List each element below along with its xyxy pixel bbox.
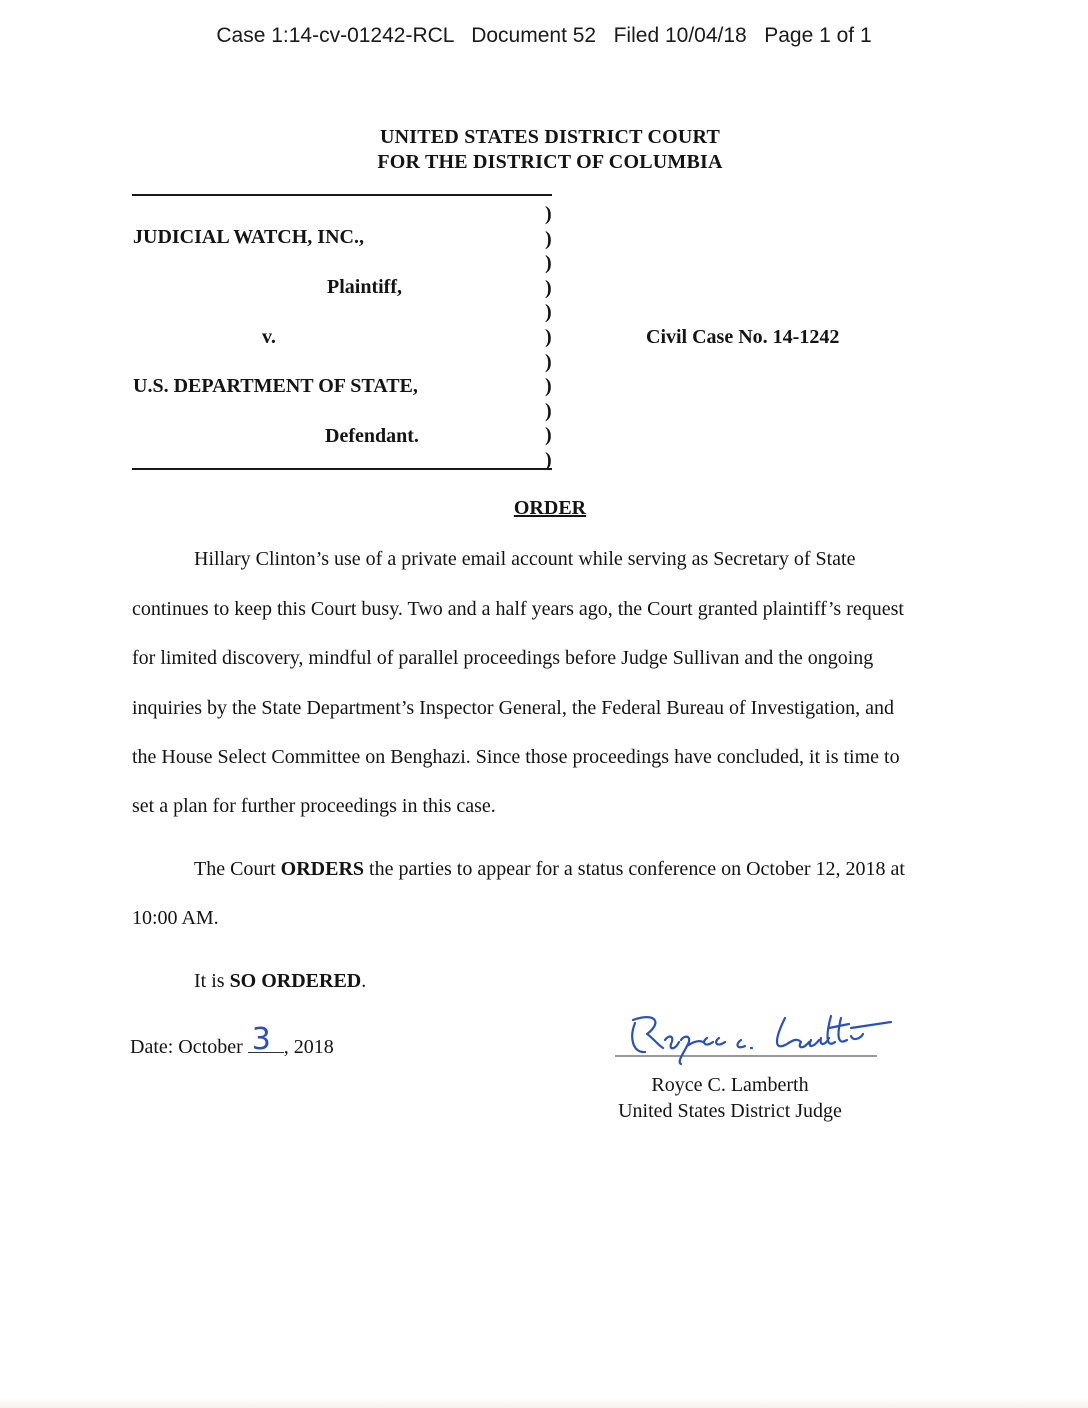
status-conference-time: 10:00 AM. xyxy=(132,907,219,929)
order-text-line: the House Select Committee on Benghazi. Since those proceedings have concluded, it is time to xyxy=(132,746,900,768)
court-name-line1: UNITED STATES DISTRICT COURT xyxy=(380,126,720,148)
caption-top-rule xyxy=(132,194,552,196)
status-conference-line: The Court ORDERS the parties to appear for a status conference on October 12, 2018 at xyxy=(194,858,905,880)
so-ordered-bold: SO ORDERED xyxy=(229,970,362,992)
judge-title: United States District Judge xyxy=(618,1100,842,1122)
defendant-name: U.S. DEPARTMENT OF STATE, xyxy=(133,375,418,397)
order-text-line: inquiries by the State Department’s Inspector General, the Federal Bureau of Investigation, and xyxy=(132,697,894,719)
order-text-line: set a plan for further proceedings in this case. xyxy=(132,795,496,817)
judge-name: Royce C. Lamberth xyxy=(651,1074,809,1096)
plaintiff-role: Plaintiff, xyxy=(327,276,402,298)
so-ordered-line: It is SO ORDERED. xyxy=(194,970,367,992)
date-day-blank xyxy=(248,1022,284,1057)
case-number: Civil Case No. 14-1242 xyxy=(646,326,840,348)
order-date: Date: October 3 , 2018 xyxy=(130,1022,334,1058)
order-text-line: continues to keep this Court busy. Two and a half years ago, the Court granted plaintiff’s request xyxy=(132,598,904,620)
judge-signature xyxy=(615,998,915,1068)
case-header: Case 1:14-cv-01242-RCL Document 52 Filed 10/04/18 Page 1 of 1 xyxy=(216,24,872,47)
order-heading: ORDER xyxy=(513,497,587,519)
plaintiff-name: JUDICIAL WATCH, INC., xyxy=(133,226,364,248)
versus-label: v. xyxy=(262,326,276,348)
page-bottom-edge xyxy=(0,1398,1088,1408)
court-name-line2: FOR THE DISTRICT OF COLUMBIA xyxy=(377,151,723,173)
defendant-role: Defendant. xyxy=(325,425,419,447)
handwritten-date-day: 3 xyxy=(251,1022,271,1057)
orders-bold: ORDERS xyxy=(280,858,365,880)
caption-paren-column: ) ) ) ) ) ) ) ) ) ) ) xyxy=(545,203,552,471)
caption-bottom-rule xyxy=(132,468,552,470)
order-text-line: for limited discovery, mindful of parallel proceedings before Judge Sullivan and the ongoing xyxy=(132,647,874,669)
order-text-line: Hillary Clinton’s use of a private email account while serving as Secretary of State xyxy=(194,548,856,570)
